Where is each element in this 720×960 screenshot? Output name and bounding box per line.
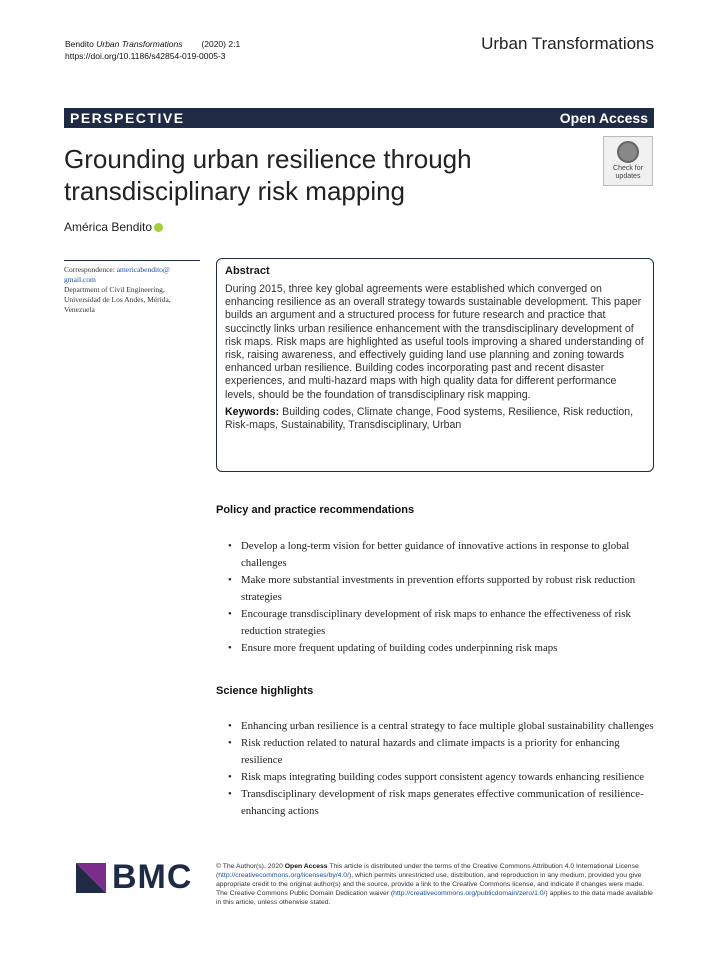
bmc-logo-icon [76,863,106,893]
correspondence-email[interactable]: americabendito@ [116,265,170,274]
list-item: • Risk reduction related to natural hazards and climate impacts is a priority for enhancing resilience [228,737,620,766]
license-link-2[interactable]: http://creativecommons.org/publicdomain/zero/1.0/ [393,890,546,897]
keywords [225,406,645,432]
article-type: PERSPECTIVE [70,110,185,126]
abstract-heading: Abstract [225,265,270,277]
header-doi[interactable]: https://doi.org/10.1186/s42854-019-0005-3 [65,51,226,61]
list-item: • Develop a long-term vision for better guidance of innovative actions in response to global challenges [228,540,630,569]
running-header [65,38,240,62]
list-item: • Ensure more frequent updating of building codes underpinning risk maps [228,642,558,654]
license-link-1[interactable]: http://creativecommons.org/licenses/by/4.0/ [218,872,349,879]
science-heading: Science highlights [216,685,314,697]
correspondence-email-cont[interactable]: gmail.com [64,275,96,284]
title-line-2: transdisciplinary risk mapping [64,176,406,206]
list-item: • Encourage transdisciplinary development of risk maps to enhance the effectiveness of risk reduction strategies [228,608,631,637]
author-name[interactable]: América Bendito [64,220,153,234]
list-item: • Make more substantial investments in prevention efforts supported by robust risk reduction strategies [228,574,636,603]
check-updates-line-2: updates [615,173,641,180]
license-open-access: Open Access [284,863,328,870]
list-item: • Risk maps integrating building codes support consistent agency towards enhancing resilience [228,771,644,783]
header-author: Bendito [65,39,94,49]
policy-heading: Policy and practice recommendations [216,504,415,516]
keywords-label: Keywords: [225,405,280,418]
science-list [216,718,656,820]
header-journal: Urban Transformations [96,39,183,49]
affiliation-line-2: Universidad de Los Andes, Mérida, [64,295,171,304]
check-for-updates-button[interactable] [603,136,653,186]
keywords-list: Building codes, Climate change, Food systems, Resilience, Risk reduction, Risk-maps, Sustainability, Transdisciplinary, Urban [225,405,634,432]
publisher-name: BMC [112,858,193,896]
orcid-icon[interactable] [154,223,163,232]
policy-list [216,538,656,657]
open-access-label: Open Access [559,110,648,126]
license-text: © The Author(s). 2020 Open Access This article is distributed under the terms of the Creative Commons Attribution 4.0 International License (http://creativecommons.org/licenses/by/4.0/), which permits unrestricted use, distribution, and reproduction in any medium, provided you give appropriate credit to the original author(s) and the source, provide a link to the Creative Commons license, and indicate if changes were made. The Creative Commons Public Domain Dedication waiver (http://creativecommons.org/publicdomain/zero/1.0/) applies to the data made available in this article, unless otherwise stated. [216,863,653,906]
publisher-logo [76,858,192,897]
list-item: • Enhancing urban resilience is a central strategy to face multiple global sustainability challenges [228,720,654,732]
abstract-box [216,258,654,472]
correspondence-label: Correspondence: [64,265,115,274]
author-line [64,220,163,234]
list-item: • Transdisciplinary development of risk maps generates effective communication of resilience-enhancing actions [228,788,644,817]
title-line-1: Grounding urban resilience through [64,144,472,174]
correspondence-block [64,260,200,315]
check-updates-icon [617,141,639,163]
article-type-banner [64,108,654,128]
affiliation-line-1: Department of Civil Engineering, [64,285,165,294]
check-updates-line-1: Check for [613,165,643,172]
article-title [64,143,584,207]
abstract-text: During 2015, three key global agreements were established which converged on enhancing resilience as an overall strategy towards sustainable development. This paper builds an argument and a structured process for future research and practice that succinctly links urban resilience enhancement with the transdisciplinary development of risk maps. Risk maps are highlighted as useful tools improving a shared understanding of risk, raising awareness, and effectively guiding land use planning and zoning towards enhanced urban resilience. Building codes incorporating past and recent disaster experiences, and multi-hazard maps with high quality data for different performance levels, should be the foundation of transdisciplinary risk mapping. [225,283,644,401]
affiliation-line-3: Venezuela [64,305,95,314]
journal-name: Urban Transformations [481,34,654,53]
header-volume: (2020) 2:1 [201,39,241,49]
